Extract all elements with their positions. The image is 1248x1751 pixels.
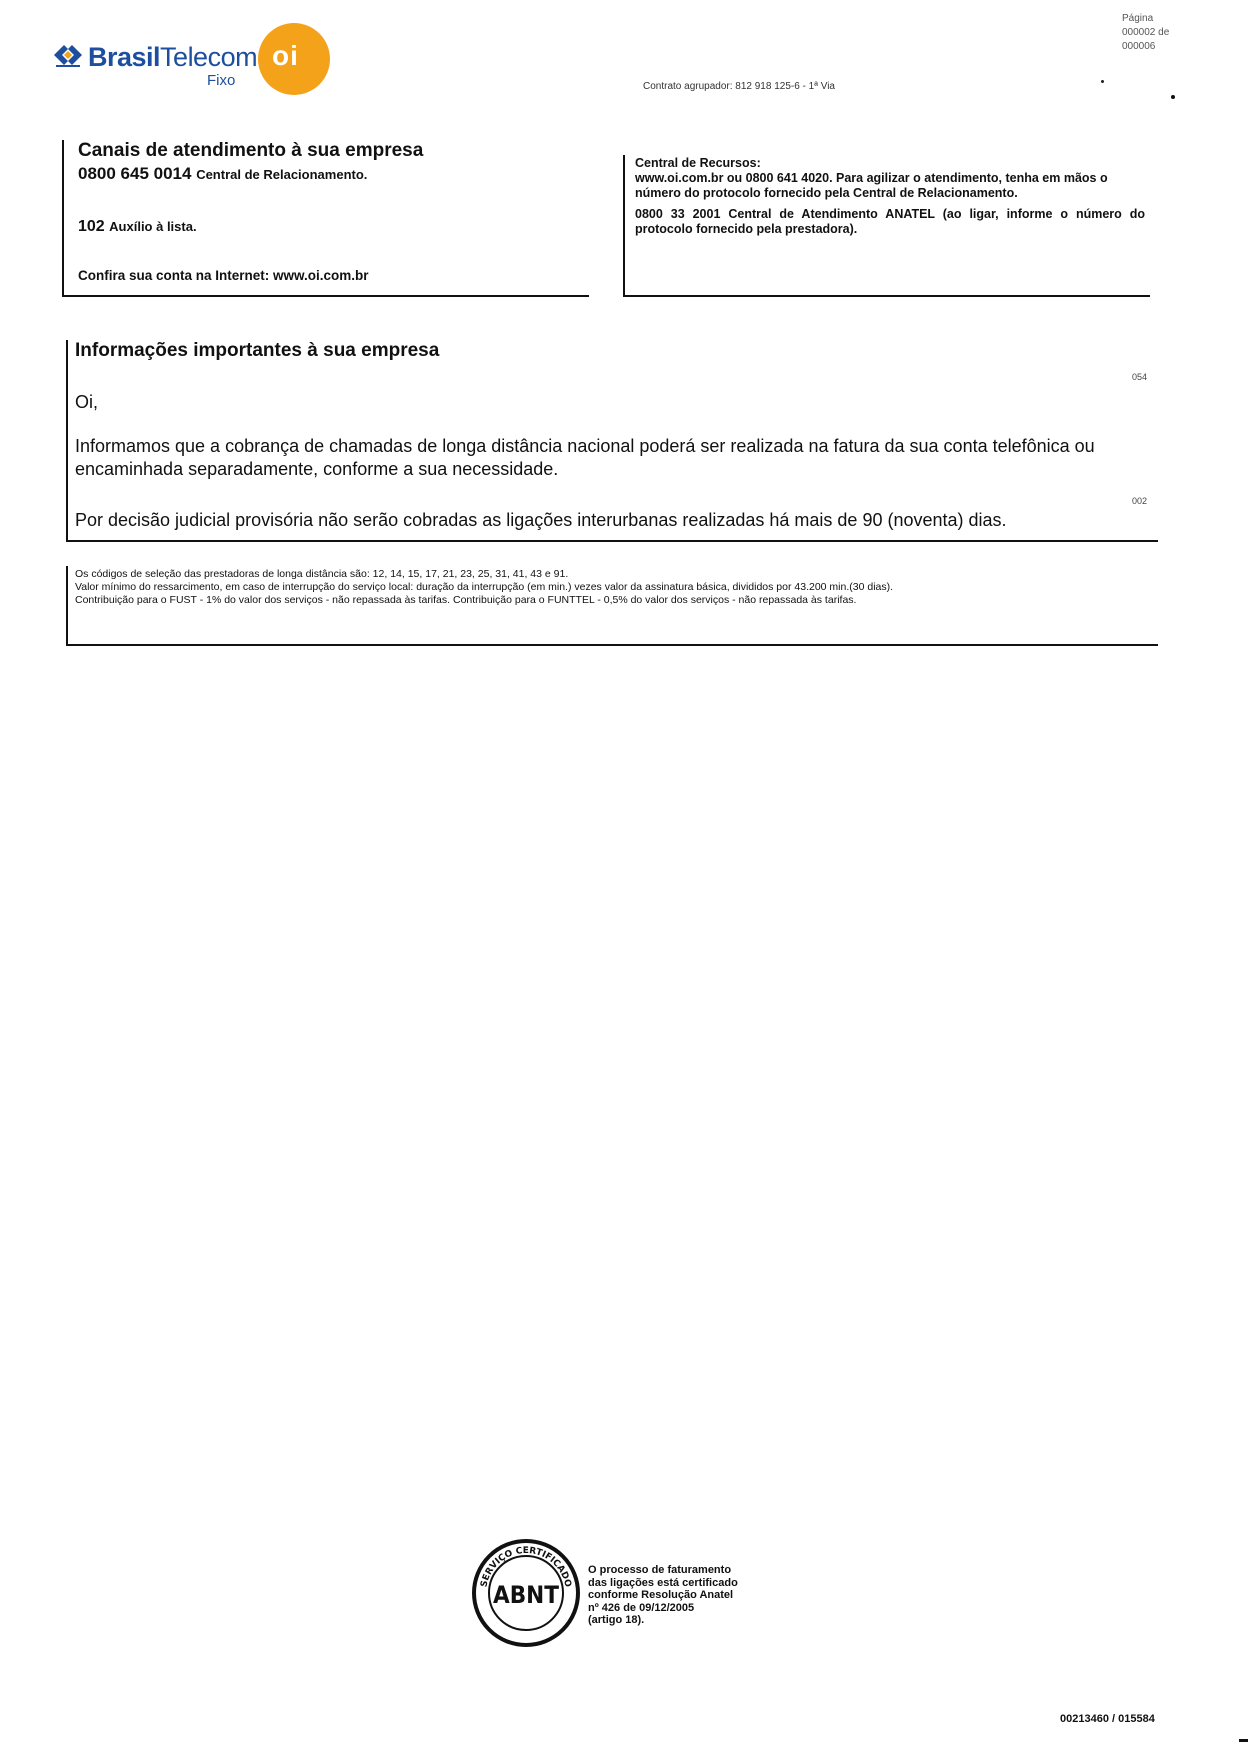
directory-assistance: 102 Auxílio à lista.: [78, 218, 197, 235]
seal-ring-text: SERVIÇO CERTIFICADO: [479, 1545, 573, 1589]
message-code: 002: [1132, 496, 1148, 506]
oi-logo-text: oi: [272, 40, 299, 71]
info-paragraph-judicial: Por decisão judicial provisória não serão cobradas as ligações interurbanas realizadas há mais de 90 (noventa) dias.: [75, 510, 1007, 530]
certification-text: O processo de faturamento das ligações está certificado conforme Resolução Anatel nº 426 de 09/12/2005 (artigo 18).: [588, 1564, 738, 1626]
resources-box: [623, 155, 1150, 297]
page-label: Página: [1122, 13, 1154, 24]
contribution-note: Contribuição para o FUST - 1% do valor dos serviços - não repassada às tarifas. Contribuição para o FUNTTEL - 0,5% do valor dos serviços - não repassada às tarifas.: [75, 594, 857, 606]
resources-heading: Central de Recursos:: [635, 156, 761, 170]
page-total: 000006: [1122, 41, 1156, 52]
refund-note: Valor mínimo do ressarcimento, em caso de interrupção do serviço local: duração da interrupção (em min.) vezes valor da assinatura básica, divididos por 43.200 min.(30 dias).: [75, 581, 894, 593]
resources-contact: www.oi.com.br ou 0800 641 4020. Para agilizar o atendimento, tenha em mãos o número do protocolo fornecido pela Central de Relacionamento.: [635, 171, 1108, 200]
scan-speck: [1163, 84, 1175, 87]
service-channels-box: [62, 140, 589, 297]
message-code: 054: [1132, 372, 1148, 382]
website-link[interactable]: Confira sua conta na Internet: www.oi.com.br: [78, 268, 369, 283]
contract-number: Contrato agrupador: 812 918 125-6 - 1ª Via: [643, 81, 835, 92]
info-paragraph-billing: Informamos que a cobrança de chamadas de longa distância nacional poderá ser realizada na fatura da sua conta telefônica ou encaminhada separadamente, conforme a sua necessidade.: [75, 436, 1095, 479]
document-number: 00213460 / 015584: [1060, 1713, 1155, 1725]
info-title: Informações importantes à sua empresa: [75, 340, 440, 361]
info-greeting: Oi,: [75, 392, 99, 412]
relationship-center-phone: 0800 645 0014 Central de Relacionamento.: [78, 164, 368, 183]
footnotes-text: [75, 568, 1155, 607]
scan-speck: [1101, 80, 1104, 83]
footnotes-section: [66, 566, 1158, 646]
scan-edge-mark: [1239, 1739, 1248, 1742]
page-indicator: [1122, 12, 1202, 54]
anatel-contact: 0800 33 2001 Central de Atendimento ANATEL (ao ligar, informe o número do protocolo fornecido pela prestadora).: [635, 207, 1145, 236]
carrier-codes-note: Os códigos de seleção das prestadoras de longa distância são: 12, 14, 15, 17, 21, 23, 25, 31, 41, 43 e 91.: [75, 568, 569, 580]
resources-text: [635, 156, 1145, 243]
brand-name: BrasilTelecom: [88, 42, 258, 72]
important-info-section: [66, 340, 1158, 542]
brasil-telecom-emblem-icon: [50, 40, 86, 70]
brasil-telecom-logo: [50, 40, 258, 100]
abnt-certification-seal-icon: [470, 1537, 582, 1649]
channels-title: Canais de atendimento à sua empresa: [78, 140, 424, 161]
page-current: 000002 de: [1122, 27, 1170, 38]
seal-abnt-text: ABNT: [493, 1581, 559, 1609]
brand-subtitle: Fixo: [207, 72, 236, 89]
